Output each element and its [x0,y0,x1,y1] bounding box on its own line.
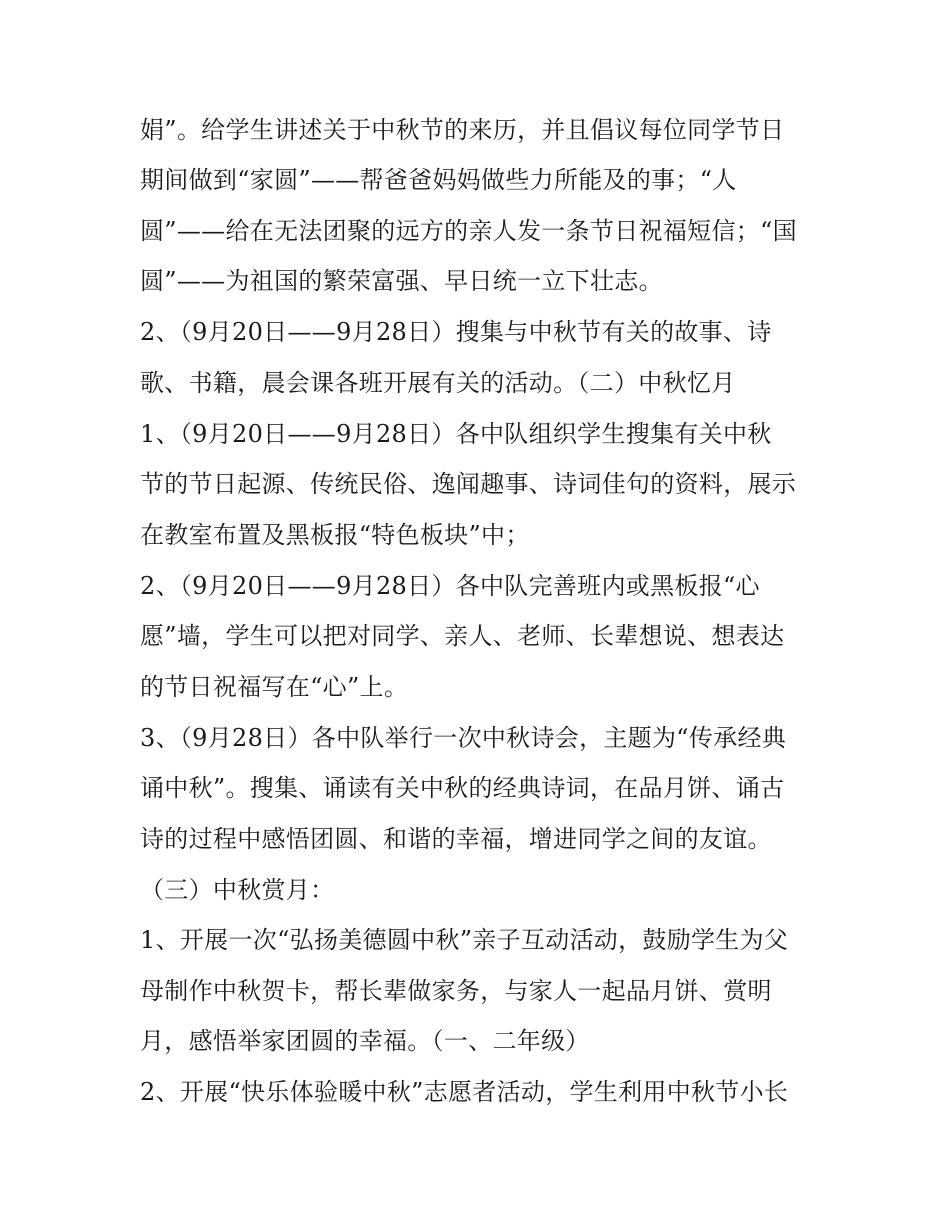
text-line-8: 节的节日起源、传统民俗、逸闻趣事、诗词佳句的资料，展示 [140,470,797,498]
text-line-20: 2、开展“快乐体验暖中秋”志愿者活动，学生利用中秋节小长 [140,1078,789,1106]
text-line-5: 2、（9月20日——9月28日）搜集与中秋节有关的故事、诗 [140,318,772,346]
text-line-14: 诵中秋”。搜集、诵读有关中秋的经典诗词，在品月饼、诵古 [140,774,785,802]
text-line-2: 期间做到“家圆”——帮爸爸妈妈做些力所能及的事；“人 [140,166,737,194]
text-line-12: 的节日祝福写在“心”上。 [140,673,409,701]
text-line-7: 1、（9月20日——9月28日）各中队组织学生搜集有关中秋 [140,420,772,448]
text-line-13: 3、（9月28日）各中队举行一次中秋诗会，主题为“传承经典 [140,724,787,752]
text-line-1: 娟”。给学生讲述关于中秋节的来历，并且倡议每位同学节日 [140,116,785,144]
text-line-6: 歌、书籍，晨会课各班开展有关的活动。（二）中秋忆月 [140,369,736,397]
text-line-15: 诗的过程中感悟团圆、和谐的幸福，增进同学之间的友谊。 [140,825,772,853]
text-line-10: 2、（9月20日——9月28日）各中队完善班内或黑板报“心 [140,572,760,600]
text-line-3: 圆”——给在无法团聚的远方的亲人发一条节日祝福短信；“国 [140,217,797,245]
text-line-4: 圆”——为祖国的繁荣富强、早日统一立下壮志。 [140,267,663,295]
text-line-17: 1、开展一次“弘扬美德圆中秋”亲子互动活动，鼓励学生为父 [140,926,789,954]
text-line-11: 愿”墙，学生可以把对同学、亲人、老师、长辈想说、想表达 [140,622,785,650]
text-line-16: （三）中秋赏月： [140,876,335,904]
text-line-9: 在教室布置及黑板报“特色板块”中； [140,521,530,549]
text-line-19: 月，感悟举家团圆的幸福。（一、二年级） [140,1027,590,1055]
text-line-18: 母制作中秋贺卡，帮长辈做家务，与家人一起品月饼、赏明 [140,977,772,1005]
